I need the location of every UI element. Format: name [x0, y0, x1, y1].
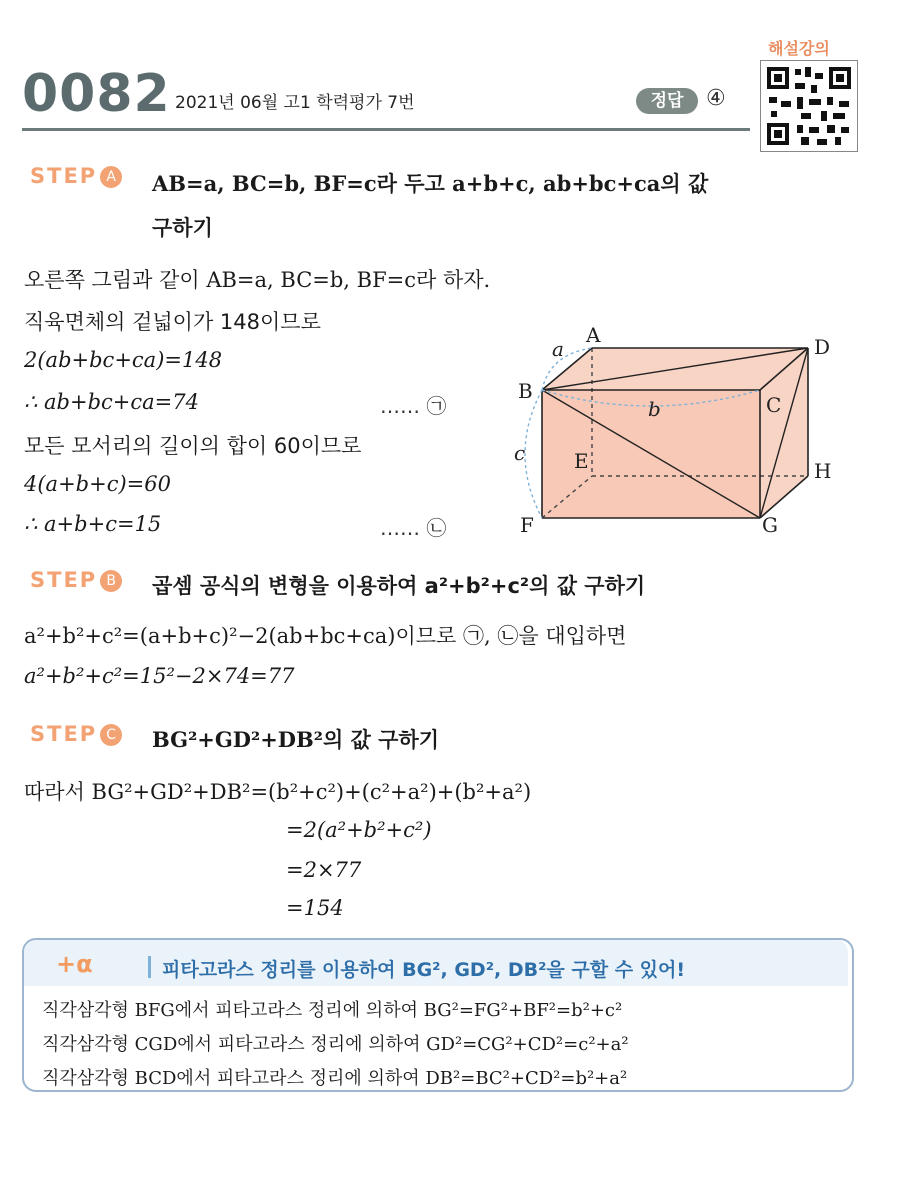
- alpha-symbol: +α: [56, 950, 93, 978]
- step-a-line3: 2(ab+bc+ca)=148: [24, 348, 223, 372]
- step-a-line4: ∴ ab+bc+ca=74: [24, 390, 199, 414]
- step-b-label: STEP: [30, 568, 98, 592]
- label-E: E: [574, 449, 589, 473]
- alpha-title: 피타고라스 정리를 이용하여 BG², GD², DB²을 구할 수 있어!: [162, 959, 686, 981]
- step-b-line1: a²+b²+c²=(a+b+c)²−2(ab+bc+ca)이므로 ㉠, ㉡을 대입하면: [24, 624, 627, 648]
- step-a-letter: A: [100, 166, 122, 188]
- step-b-title: 곱셈 공식의 변형을 이용하여 a²+b²+c²의 값 구하기: [152, 574, 646, 598]
- cuboid-figure: [490, 318, 850, 546]
- label-F: F: [520, 513, 534, 537]
- step-a-label: STEP: [30, 164, 98, 188]
- step-b-letter: B: [100, 570, 122, 592]
- step-c-tag: [30, 722, 122, 746]
- alpha-line-1: 직각삼각형 BFG에서 피타고라스 정리에 의하여 BG²=FG²+BF²=b²+c²: [42, 1000, 623, 1021]
- label-C: C: [766, 393, 782, 417]
- answer-value: ④: [706, 86, 726, 111]
- step-c-line2: =2(a²+b²+c²): [286, 818, 432, 842]
- qr-code-icon[interactable]: [760, 60, 858, 152]
- step-b-tag: [30, 568, 122, 592]
- header-divider: [22, 128, 750, 131]
- label-A: A: [586, 323, 601, 347]
- label-G: G: [762, 513, 778, 537]
- arc-c: [525, 390, 542, 518]
- step-c-line4: =154: [286, 896, 344, 920]
- step-a-mark2: …… ㉡: [380, 516, 447, 540]
- step-c-letter: C: [100, 724, 122, 746]
- alpha-line-3: 직각삼각형 BCD에서 피타고라스 정리에 의하여 DB²=BC²+CD²=b²+a²: [42, 1068, 628, 1089]
- label-B: B: [518, 379, 533, 403]
- step-a-line5: 모든 모서리의 길이의 합이 60이므로: [24, 434, 362, 458]
- step-a-line7: ∴ a+b+c=15: [24, 512, 162, 536]
- label-a: a: [552, 337, 564, 361]
- step-c-label: STEP: [30, 722, 98, 746]
- step-a-line2: 직육면체의 겉넓이가 148이므로: [24, 310, 321, 334]
- step-a-title-line1: AB=a, BC=b, BF=c라 두고 a+b+c, ab+bc+ca의 값: [152, 171, 709, 196]
- alpha-line-2: 직각삼각형 CGD에서 피타고라스 정리에 의하여 GD²=CG²+CD²=c²+a²: [42, 1034, 629, 1055]
- qr-code-graphic: [761, 61, 857, 151]
- answer-label: 정답: [636, 88, 698, 114]
- problem-source: 2021년 06월 고1 학력평가 7번: [175, 93, 415, 113]
- step-a-title-line2: 구하기: [152, 216, 213, 240]
- label-b: b: [648, 397, 661, 421]
- problem-number: 0082: [22, 64, 171, 124]
- step-a-line6: 4(a+b+c)=60: [24, 472, 171, 496]
- step-b-line2: a²+b²+c²=15²−2×74=77: [24, 664, 295, 688]
- label-D: D: [814, 335, 831, 359]
- label-c: c: [514, 441, 526, 465]
- step-a-line1: 오른쪽 그림과 같이 AB=a, BC=b, BF=c라 하자.: [24, 268, 491, 292]
- alpha-divider: [148, 956, 151, 978]
- step-a-mark1: …… ㉠: [380, 394, 447, 418]
- label-H: H: [814, 459, 832, 483]
- step-c-line1: 따라서 BG²+GD²+DB²=(b²+c²)+(c²+a²)+(b²+a²): [24, 780, 532, 804]
- step-c-title: BG²+GD²+DB²의 값 구하기: [152, 727, 440, 752]
- qr-label: 해설강의: [768, 39, 830, 58]
- step-a-tag: [30, 164, 122, 188]
- step-c-line3: =2×77: [286, 858, 362, 882]
